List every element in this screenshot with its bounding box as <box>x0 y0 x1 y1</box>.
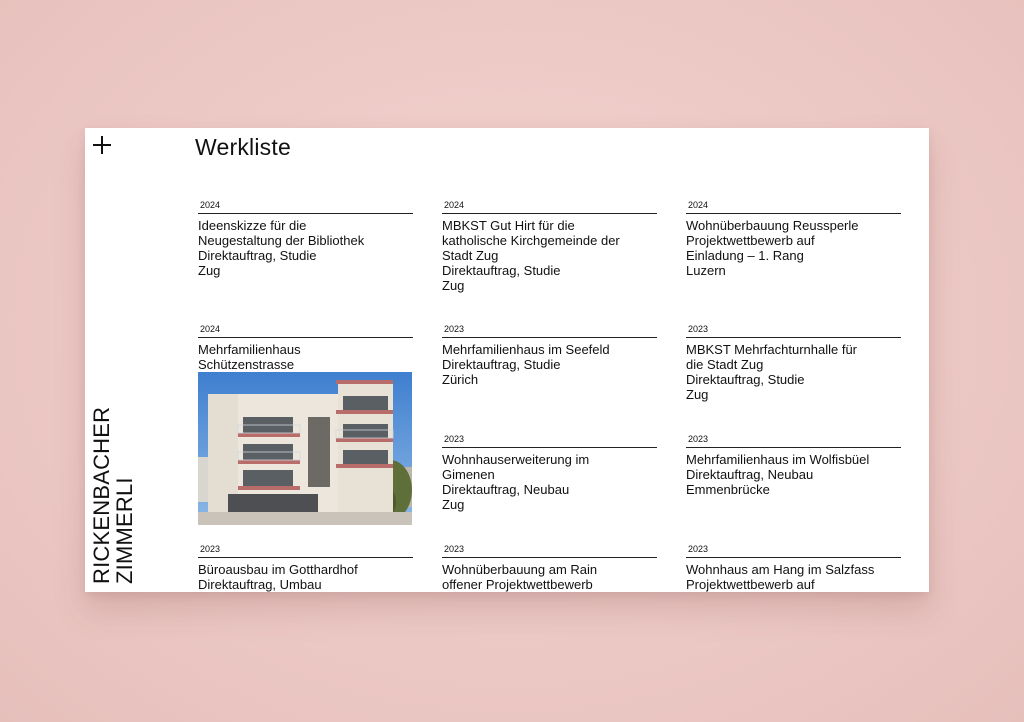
project-entry[interactable] <box>198 199 413 278</box>
project-year: 2023 <box>444 324 465 334</box>
menu-plus-icon[interactable] <box>93 136 111 154</box>
project-year: 2023 <box>444 544 465 554</box>
divider <box>198 337 413 338</box>
project-title-line: Ideenskizze für die <box>198 218 307 233</box>
project-location: Zug <box>442 278 465 293</box>
project-title-line: Stadt Zug <box>442 248 499 263</box>
project-entry[interactable] <box>686 433 901 497</box>
project-type: Projektwettbewerb auf <box>686 233 815 248</box>
project-entry[interactable] <box>442 199 657 293</box>
divider <box>442 337 657 338</box>
project-entry[interactable] <box>686 323 901 402</box>
divider <box>442 557 657 558</box>
project-title-line: die Stadt Zug <box>686 357 764 372</box>
project-year: 2024 <box>444 200 465 210</box>
project-type: Projektwettbewerb auf <box>686 577 815 592</box>
project-type: Direktauftrag, Umbau <box>198 577 322 592</box>
brand-logo[interactable] <box>90 384 136 584</box>
project-year: 2023 <box>688 434 709 444</box>
divider <box>686 447 901 448</box>
werkliste-page <box>85 128 929 592</box>
project-title-line: Wohnhauserweiterung im <box>442 452 590 467</box>
project-title-line: Gimenen <box>442 467 495 482</box>
divider <box>686 557 901 558</box>
project-year: 2023 <box>200 544 221 554</box>
project-location: Zug <box>686 387 709 402</box>
project-entry[interactable] <box>442 323 657 387</box>
project-title-line: MBKST Mehrfachturnhalle für <box>686 342 857 357</box>
project-title-line: Wohnüberbauung am Rain <box>442 562 598 577</box>
project-location: Luzern <box>686 263 726 278</box>
project-photo[interactable] <box>198 372 412 525</box>
project-year: 2023 <box>688 544 709 554</box>
brand-line-2: ZIMMERLI <box>112 477 137 584</box>
divider <box>686 337 901 338</box>
project-entry[interactable] <box>686 543 901 592</box>
project-title-line: Wohnhaus am Hang im Salzfass <box>686 562 875 577</box>
project-type: offener Projektwettbewerb <box>442 577 593 592</box>
project-location: Emmenbrücke <box>686 482 770 497</box>
divider <box>198 213 413 214</box>
project-title-line: MBKST Gut Hirt für die <box>442 218 575 233</box>
project-title-line: Büroausbau im Gotthardhof <box>198 562 358 577</box>
project-year: 2024 <box>200 200 221 210</box>
project-entry[interactable] <box>198 323 413 525</box>
project-entry[interactable] <box>442 433 657 512</box>
divider <box>442 213 657 214</box>
project-year: 2024 <box>688 200 709 210</box>
project-title-line: katholische Kirchgemeinde der <box>442 233 620 248</box>
project-type: Direktauftrag, Neubau <box>442 482 570 497</box>
divider <box>198 557 413 558</box>
project-type: Direktauftrag, Studie <box>686 372 805 387</box>
project-title-line: Mehrfamilienhaus im Seefeld <box>442 342 610 357</box>
project-type: Direktauftrag, Studie <box>442 263 561 278</box>
project-location: Zug <box>442 497 465 512</box>
project-title-line: Neugestaltung der Bibliothek <box>198 233 365 248</box>
project-entry[interactable] <box>442 543 657 592</box>
project-title-line: Schützenstrasse <box>198 357 295 372</box>
brand-line-1: RICKENBACHER <box>89 406 114 584</box>
divider <box>442 447 657 448</box>
page-title: Werkliste <box>195 134 291 160</box>
project-title-line: Wohnüberbauung Reussperle <box>686 218 859 233</box>
project-location: Zug <box>198 263 221 278</box>
project-type: Einladung – 1. Rang <box>686 248 804 263</box>
divider <box>686 213 901 214</box>
project-title-line: Mehrfamilienhaus im Wolfisbüel <box>686 452 870 467</box>
project-year: 2024 <box>200 324 221 334</box>
project-location: Zürich <box>442 372 479 387</box>
project-entry[interactable] <box>686 199 901 278</box>
project-entry[interactable] <box>198 543 413 592</box>
project-title-line: Mehrfamilienhaus <box>198 342 301 357</box>
project-type: Direktauftrag, Neubau <box>686 467 814 482</box>
project-year: 2023 <box>444 434 465 444</box>
project-year: 2023 <box>688 324 709 334</box>
project-type: Direktauftrag, Studie <box>198 248 317 263</box>
project-type: Direktauftrag, Studie <box>442 357 561 372</box>
